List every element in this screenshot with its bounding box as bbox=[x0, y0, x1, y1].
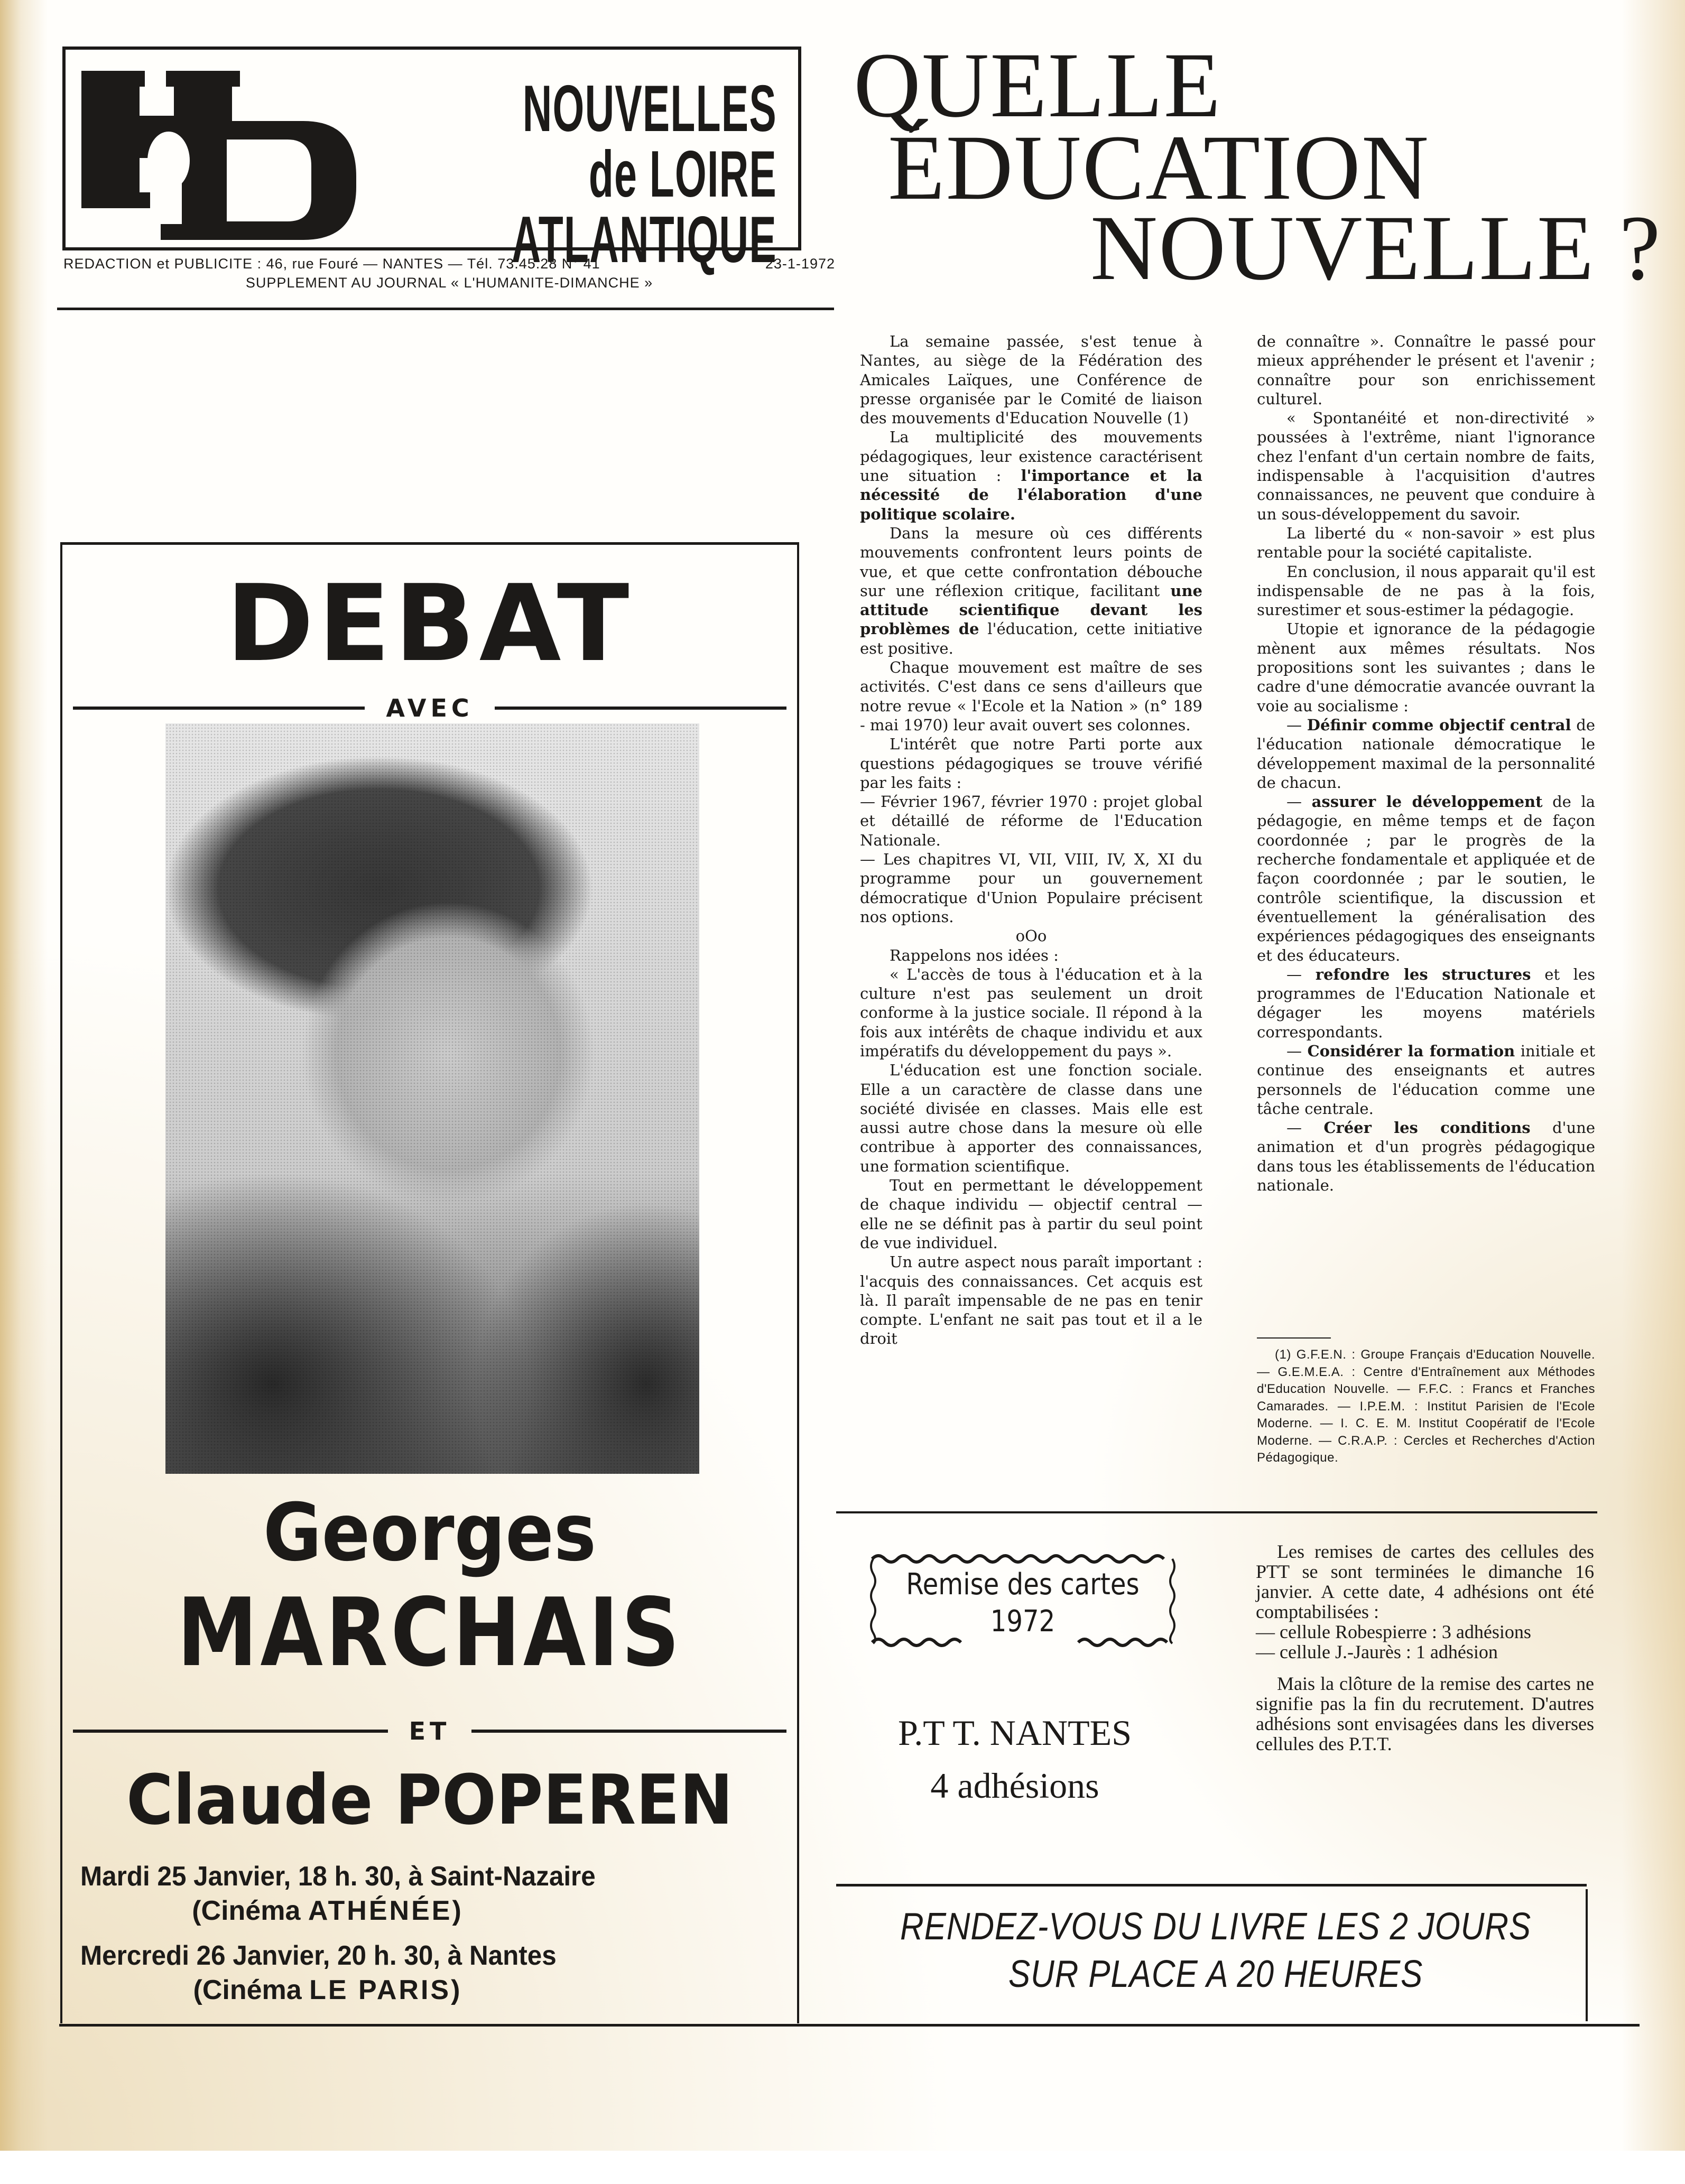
ptt-headline: P.T T. NANTES bbox=[897, 1713, 1132, 1753]
footnote-divider bbox=[1257, 1337, 1331, 1339]
speaker-photo bbox=[165, 723, 699, 1474]
rendezvous-line-1: RENDEZ-VOUS DU LIVRE LES 2 JOURS bbox=[900, 1906, 1531, 1948]
divider bbox=[495, 707, 786, 710]
article-column-2 bbox=[1257, 332, 1595, 1195]
event-date-2: Mercredi 26 Janvier, 20 h. 30, à Nantes bbox=[80, 1940, 557, 1971]
paragraph-text: et les programmes de l'Education Nationale et dégager les moyens matériels correspondants. bbox=[1257, 965, 1596, 1041]
avec-separator bbox=[73, 694, 786, 722]
paragraph-text: initiale et continue des enseignants et autres personnels de l'éducation comme une tâche centrale. bbox=[1257, 1042, 1595, 1118]
ptt-list-item: — cellule J.-Jaurès : 1 adhésion bbox=[1256, 1641, 1498, 1662]
title-line: ATLANTIQUE bbox=[511, 203, 777, 276]
article-paragraph bbox=[860, 735, 1202, 792]
paragraph-text: Chaque mouvement est maître de ses activités. C'est dans ce sens d'ailleurs que notre revue « l'Ecole et la Nation » (n° 189 - mai 1970) leur avait ouvert ses colonnes. bbox=[860, 658, 1202, 734]
paragraph-text: — Les chapitres VI, VII, VIII, IV, X, XI du programme pour un gouvernement démocratique d'Union Populaire précisent nos options. bbox=[860, 850, 1202, 926]
paragraph-text: l'éducation, cette initiative est positive. bbox=[860, 620, 1202, 657]
title-line: NOUVELLES bbox=[522, 72, 777, 145]
paragraph-text: La semaine passée, s'est tenue à Nantes, au siège de la Fédération des Amicales Laïques, une Conférence de presse organisée par le Comité de liaison des mouvements d'Education Nouvelle (1) bbox=[860, 332, 1202, 427]
paragraph-text: — Février 1967, février 1970 : projet global et détaillé de réforme de l'Education Nationale. bbox=[860, 793, 1202, 849]
article-paragraph bbox=[1257, 965, 1595, 1042]
paragraph-text: de connaître ». Connaître le passé pour mieux appréhender le présent et l'avenir ; connaître pour son enrichissement culturel. bbox=[1257, 332, 1595, 408]
paragraph-text: — bbox=[1286, 715, 1307, 734]
supplement-line: SUPPLEMENT AU JOURNAL « L'HUMANITE-DIMANCHE » bbox=[245, 275, 653, 291]
remise-box bbox=[867, 1548, 1179, 1649]
paragraph-text: Un autre aspect nous paraît important : l'acquis des connaissances. Cet acquis est là. Il paraît impensable de ne pas en tenir compte. L'enfant ne sait pas tout et il a le droit bbox=[860, 1253, 1202, 1348]
paragraph-text: La liberté du « non-savoir » est plus rentable pour la société capitaliste. bbox=[1257, 524, 1595, 562]
paragraph-text: « Spontanéité et non-directivité » poussées à l'extrême, niant l'ignorance chez l'enfant d'un certain nombre de faits, indispensable à l'acquisition d'autres connaissances, ne peuvent que conduire à un sous-développement du savoir. bbox=[1257, 409, 1595, 523]
ptt-paragraph: Les remises de cartes des cellules des PTT se sont terminées le dimanche 16 janvier. A cette date, 4 adhésions ont été comptabilisées : bbox=[1256, 1541, 1594, 1622]
paragraph-text: L'intérêt que notre Parti porte aux questions pédagogiques se trouve vérifié par les faits : bbox=[860, 735, 1202, 792]
headline-line-2: ÉDUCATION bbox=[888, 116, 1430, 219]
paragraph-text: — bbox=[1286, 1119, 1324, 1137]
venue-prefix: (Cinéma bbox=[193, 1975, 310, 2005]
headline-line-3: NOUVELLE ? bbox=[1090, 197, 1662, 300]
poster-title: DEBAT bbox=[226, 562, 634, 685]
article-paragraph bbox=[860, 524, 1202, 658]
divider bbox=[836, 1884, 1587, 1886]
article-paragraph bbox=[1257, 562, 1595, 620]
paragraph-text: La multiplicité des mouvements pédagogiques, leur existence caractérisent une situation : bbox=[860, 428, 1202, 485]
paragraph-emphasis: assurer le développement bbox=[1311, 793, 1543, 811]
paragraph-text: Rappelons nos idées : bbox=[890, 946, 1059, 964]
headline-line-1: QUELLE bbox=[854, 34, 1222, 137]
venue-name: ATHÉNÉE bbox=[308, 1895, 452, 1926]
rendezvous-line-2: SUR PLACE A 20 HEURES bbox=[1008, 1953, 1423, 1995]
speaker1-last-name: MARCHAIS bbox=[177, 1578, 683, 1687]
paragraph-text: de la pédagogie, en même temps et de façon coordonnée ; par le progrès de la recherche fondamentale et appliquée et de façon coordonnée ; par le soutien, le contrôle scientifique, la discussion et éventuellement la généralisation des expériences pédagogiques des enseignants et des éducateurs. bbox=[1257, 793, 1595, 964]
divider bbox=[471, 1730, 786, 1733]
paragraph-text: oOo bbox=[1015, 927, 1047, 945]
masthead-info bbox=[63, 256, 835, 272]
paragraph-emphasis: l'importance et la nécessité de l'élaboration d'une politique scolaire. bbox=[860, 467, 1202, 523]
paragraph-text: « L'accès de tous à l'éducation et à la culture n'est pas seulement un droit conforme à la justice sociale. Il répond à la fois aux intérêts de chaque individu et aux impératifs du développement du pays ». bbox=[860, 965, 1202, 1060]
hd-logo-icon bbox=[81, 71, 377, 240]
ptt-subhead: 4 adhésions bbox=[930, 1765, 1099, 1806]
article-column-1 bbox=[860, 332, 1202, 1349]
divider bbox=[836, 1511, 1597, 1513]
article-paragraph bbox=[1257, 1118, 1595, 1195]
article-paragraph bbox=[860, 427, 1202, 523]
ptt-article bbox=[1256, 1541, 1594, 1754]
speaker1-first-name: Georges bbox=[263, 1487, 597, 1579]
article-paragraph bbox=[860, 792, 1202, 850]
paragraph-emphasis: Définir comme objectif central bbox=[1307, 715, 1571, 734]
article-paragraph bbox=[1257, 408, 1595, 524]
event-venue-2 bbox=[62, 1974, 591, 2006]
speaker2-last-name: POPEREN bbox=[395, 1760, 733, 1840]
divider bbox=[73, 1730, 388, 1733]
article-paragraph bbox=[860, 658, 1202, 735]
article-paragraph bbox=[860, 1176, 1202, 1252]
et-label: ET bbox=[409, 1717, 451, 1745]
article-paragraph bbox=[1257, 715, 1595, 792]
article-paragraph bbox=[860, 965, 1202, 1061]
venue-suffix: ) bbox=[451, 1975, 460, 2005]
venue-prefix: (Cinéma bbox=[192, 1895, 308, 1926]
divider bbox=[73, 707, 365, 710]
address-line: REDACTION et PUBLICITE : 46, rue Fouré — NANTES — Tél. 73.45.28 N° 41 bbox=[63, 256, 600, 272]
footnote bbox=[1257, 1346, 1595, 1467]
paragraph-text: Utopie et ignorance de la pédagogie mènent aux mêmes résultats. Nos propositions sont les suivantes ; dans le cadre d'une démocratie avancée ouvrant la voie au socialisme : bbox=[1257, 620, 1595, 715]
paragraph-emphasis: une attitude scientifique devant les problèmes de bbox=[860, 581, 1202, 638]
footnote-text: (1) G.F.E.N. : Groupe Français d'Education Nouvelle. — G.E.M.E.A. : Centre d'Entraînement aux Méthodes d'Education Nouvelle. — F.F.C. : Francs et Franches Camarades. — I.P.E.M. : Institut Parisien de l'Ecole Moderne. — I. C. E. M. Institut Coopératif de l'Ecole Moderne. — C.R.A.P. : Cercles et Recherches d'Action Pédagogique. bbox=[1257, 1347, 1595, 1465]
issue-date: 23-1-1972 bbox=[765, 256, 835, 272]
article-paragraph bbox=[1257, 619, 1595, 715]
remise-year: 1972 bbox=[990, 1604, 1056, 1639]
divider bbox=[57, 308, 834, 310]
article-paragraph bbox=[860, 332, 1202, 427]
article-paragraph bbox=[1257, 524, 1595, 562]
paragraph-text: — bbox=[1286, 1042, 1308, 1060]
article-paragraph bbox=[1257, 792, 1595, 965]
ptt-paragraph: Mais la clôture de la remise des cartes ne signifie pas la fin du recrutement. D'autres adhésions sont envisagées dans les diverses cellules des P.T.T. bbox=[1256, 1673, 1594, 1754]
paragraph-text: Dans la mesure où ces différents mouvements confrontent leurs points de vue, et que cette confrontation débouche sur une réflexion critique, facilitant bbox=[860, 524, 1202, 600]
event-date-1: Mardi 25 Janvier, 18 h. 30, à Saint-Nazaire bbox=[80, 1861, 596, 1892]
article-paragraph bbox=[860, 1252, 1202, 1348]
remise-title: Remise des cartes bbox=[906, 1567, 1140, 1602]
speaker2-first-name: Claude bbox=[126, 1760, 373, 1840]
article-paragraph bbox=[1257, 1042, 1595, 1118]
paragraph-emphasis: refondre les structures bbox=[1315, 965, 1531, 983]
article-paragraph bbox=[860, 1061, 1202, 1176]
paragraph-text: — bbox=[1286, 793, 1312, 811]
article-paragraph bbox=[1257, 332, 1595, 408]
paragraph-emphasis: Créer les conditions bbox=[1323, 1119, 1531, 1137]
title-line: de LOIRE bbox=[589, 138, 777, 211]
article-paragraph bbox=[860, 926, 1202, 945]
paragraph-text: En conclusion, il nous apparait qu'il est indispensable de ne pas à la fois, surestimer et sous-estimer la pédagogie. bbox=[1257, 562, 1595, 619]
speaker2-name bbox=[88, 1760, 772, 1840]
newspaper-title bbox=[511, 72, 777, 276]
paragraph-text: de l'éducation nationale démocratique le développement maximal de la personnalité de chacun. bbox=[1257, 715, 1595, 792]
avec-label: AVEC bbox=[386, 694, 474, 722]
paragraph-emphasis: Considérer la formation bbox=[1307, 1042, 1515, 1060]
article-paragraph bbox=[860, 946, 1202, 965]
paragraph-text: Tout en permettant le développement de chaque individu — objectif central — elle ne se définit pas à partir du seul point de vue individuel. bbox=[860, 1176, 1202, 1252]
article-paragraph bbox=[860, 850, 1202, 926]
ptt-list-item: — cellule Robespierre : 3 adhésions bbox=[1256, 1621, 1531, 1642]
event-venue-1 bbox=[62, 1895, 591, 1927]
divider bbox=[1586, 1889, 1588, 2021]
venue-name: LE PARIS bbox=[309, 1975, 451, 2005]
bottom-divider bbox=[59, 2024, 1640, 2027]
paragraph-text: — bbox=[1286, 965, 1316, 983]
venue-suffix: ) bbox=[452, 1895, 461, 1926]
paragraph-text: d'une animation et d'un progrès pédagogique dans tous les établissements de l'éducation nationale. bbox=[1257, 1119, 1596, 1195]
paragraph-text: L'éducation est une fonction sociale. Elle a un caractère de classe dans une société divisée en classes. Mais elle est aussi autre chose dans la mesure où elle contribue à apporter des connaissances, une formation scientifique. bbox=[860, 1061, 1202, 1175]
debate-poster bbox=[60, 542, 799, 2023]
et-separator bbox=[73, 1717, 786, 1745]
